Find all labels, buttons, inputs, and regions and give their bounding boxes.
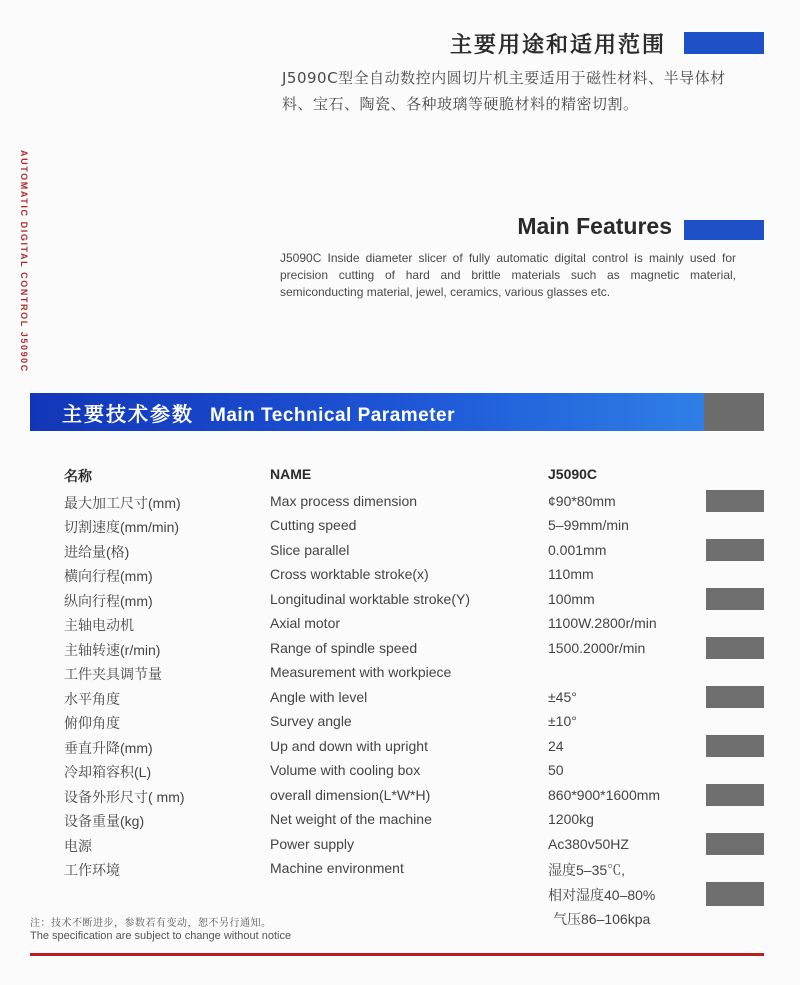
header-name-en: NAME (270, 466, 312, 482)
table-row (0, 566, 800, 590)
title-accent-bar-1 (684, 32, 764, 54)
table-row (0, 836, 800, 860)
param-name-cn: 电源 (64, 838, 92, 854)
param-name-en: Range of spindle speed (270, 640, 418, 656)
param-value: 110mm (548, 566, 594, 582)
param-value: 1100W.2800r/min (548, 615, 657, 631)
banner-grey-block (704, 393, 764, 431)
param-name-cn: 横向行程(mm) (64, 568, 153, 584)
param-name-en: Longitudinal worktable stroke(Y) (270, 591, 470, 607)
param-name-en: Cross worktable stroke(x) (270, 566, 429, 582)
param-name-en: Volume with cooling box (270, 762, 421, 778)
param-value: 1200kg (548, 811, 594, 827)
param-name-cn: 纵向行程(mm) (64, 593, 153, 609)
grey-swatch (706, 490, 764, 512)
table-row (0, 860, 800, 884)
param-name-cn: 冷却箱容积(L) (64, 764, 152, 780)
grey-swatch (706, 539, 764, 561)
param-name-en: Max process dimension (270, 493, 418, 509)
param-value: 相对湿度40–80% (548, 887, 656, 903)
banner-title-cn: 主要技术参数 (62, 404, 194, 426)
banner-title-en: Main Technical Parameter (210, 405, 456, 426)
param-name-cn: 水平角度 (64, 691, 120, 707)
table-row (0, 811, 800, 835)
grey-swatch (706, 637, 764, 659)
footer-divider (30, 953, 764, 956)
param-value: ¢90*80mm (548, 493, 616, 509)
param-value: Ac380v50HZ (548, 836, 629, 852)
param-name-en: Machine environment (270, 860, 404, 876)
section-title-cn: 主要用途和适用范围 (449, 33, 666, 58)
param-value: 1500.2000r/min (548, 640, 646, 656)
param-name-en: Survey angle (270, 713, 352, 729)
table-row (0, 689, 800, 713)
param-name-cn: 工作环境 (64, 862, 120, 878)
grey-swatch (706, 735, 764, 757)
param-name-cn: 设备外形尺寸( mm) (64, 789, 185, 805)
grey-swatch (706, 686, 764, 708)
param-name-en: Cutting speed (270, 517, 357, 533)
param-name-cn: 俯仰角度 (64, 715, 120, 731)
intro-text-cn: J5090C型全自动数控内圆切片机主要适用于磁性材料、半导体材料、宝石、陶瓷、各种玻璃等硬脆材料的精密切割。 (282, 69, 726, 113)
param-name-cn: 主轴转速(r/min) (64, 642, 161, 658)
footer-note-cn: 注：技术不断进步，参数若有变动，恕不另行通知。 (30, 918, 272, 929)
param-value: 5–99mm/min (548, 517, 629, 533)
param-value: 气压86–106kpa (553, 911, 651, 927)
table-row (0, 738, 800, 762)
table-row (0, 664, 800, 688)
table-row (0, 640, 800, 664)
param-name-cn: 最大加工尺寸(mm) (64, 495, 181, 511)
side-vertical-label: AUTOMATIC DIGITAL CONTROL J5090C (19, 150, 29, 373)
param-name-en: Net weight of the machine (270, 811, 432, 827)
param-value: ±45° (548, 689, 577, 705)
param-name-en: Measurement with workpiece (270, 664, 452, 680)
header-name-cn: 名称 (64, 468, 92, 484)
param-name-en: Axial motor (270, 615, 341, 631)
param-value: 100mm (548, 591, 595, 607)
param-name-cn: 进给量(格) (64, 544, 130, 560)
param-name-cn: 主轴电动机 (64, 617, 134, 633)
table-row (0, 591, 800, 615)
table-row (0, 542, 800, 566)
param-value: 860*900*1600mm (548, 787, 661, 803)
param-name-en: overall dimension(L*W*H) (270, 787, 431, 803)
grey-swatch (706, 588, 764, 610)
footer-note-en: The specification are subject to change without notice (30, 930, 292, 942)
table-row (0, 762, 800, 786)
grey-swatch (706, 882, 764, 906)
param-name-cn: 设备重量(kg) (64, 813, 145, 829)
param-name-cn: 垂直升降(mm) (64, 740, 153, 756)
grey-swatch (706, 833, 764, 855)
param-name-cn: 切割速度(mm/min) (64, 519, 180, 535)
title-accent-bar-2 (684, 220, 764, 240)
param-name-en: Angle with level (270, 689, 368, 705)
param-name-cn: 工件夹具调节量 (64, 666, 162, 682)
param-value: 24 (548, 738, 564, 754)
table-row (0, 493, 800, 517)
param-name-en: Power supply (270, 836, 355, 852)
table-row (0, 885, 800, 909)
table-row (0, 713, 800, 737)
banner-title (62, 398, 455, 427)
section-title-en: Main Features (517, 213, 672, 239)
intro-text-en: J5090C Inside diameter slicer of fully automatic digital control is mainly used for precision cutting of hard and brittle materials such as magnetic material, semiconducting material, jewel, ceramics, various glasses etc. (280, 251, 736, 299)
table-row (0, 787, 800, 811)
param-value: ±10° (548, 713, 577, 729)
table-row (0, 517, 800, 541)
param-name-en: Up and down with upright (270, 738, 428, 754)
param-name-en: Slice parallel (270, 542, 350, 558)
header-model: J5090C (548, 466, 598, 482)
param-value: 湿度5–35℃, (548, 862, 626, 878)
param-value: 0.001mm (548, 542, 607, 558)
table-row (0, 615, 800, 639)
grey-swatch (706, 784, 764, 806)
param-value: 50 (548, 762, 564, 778)
